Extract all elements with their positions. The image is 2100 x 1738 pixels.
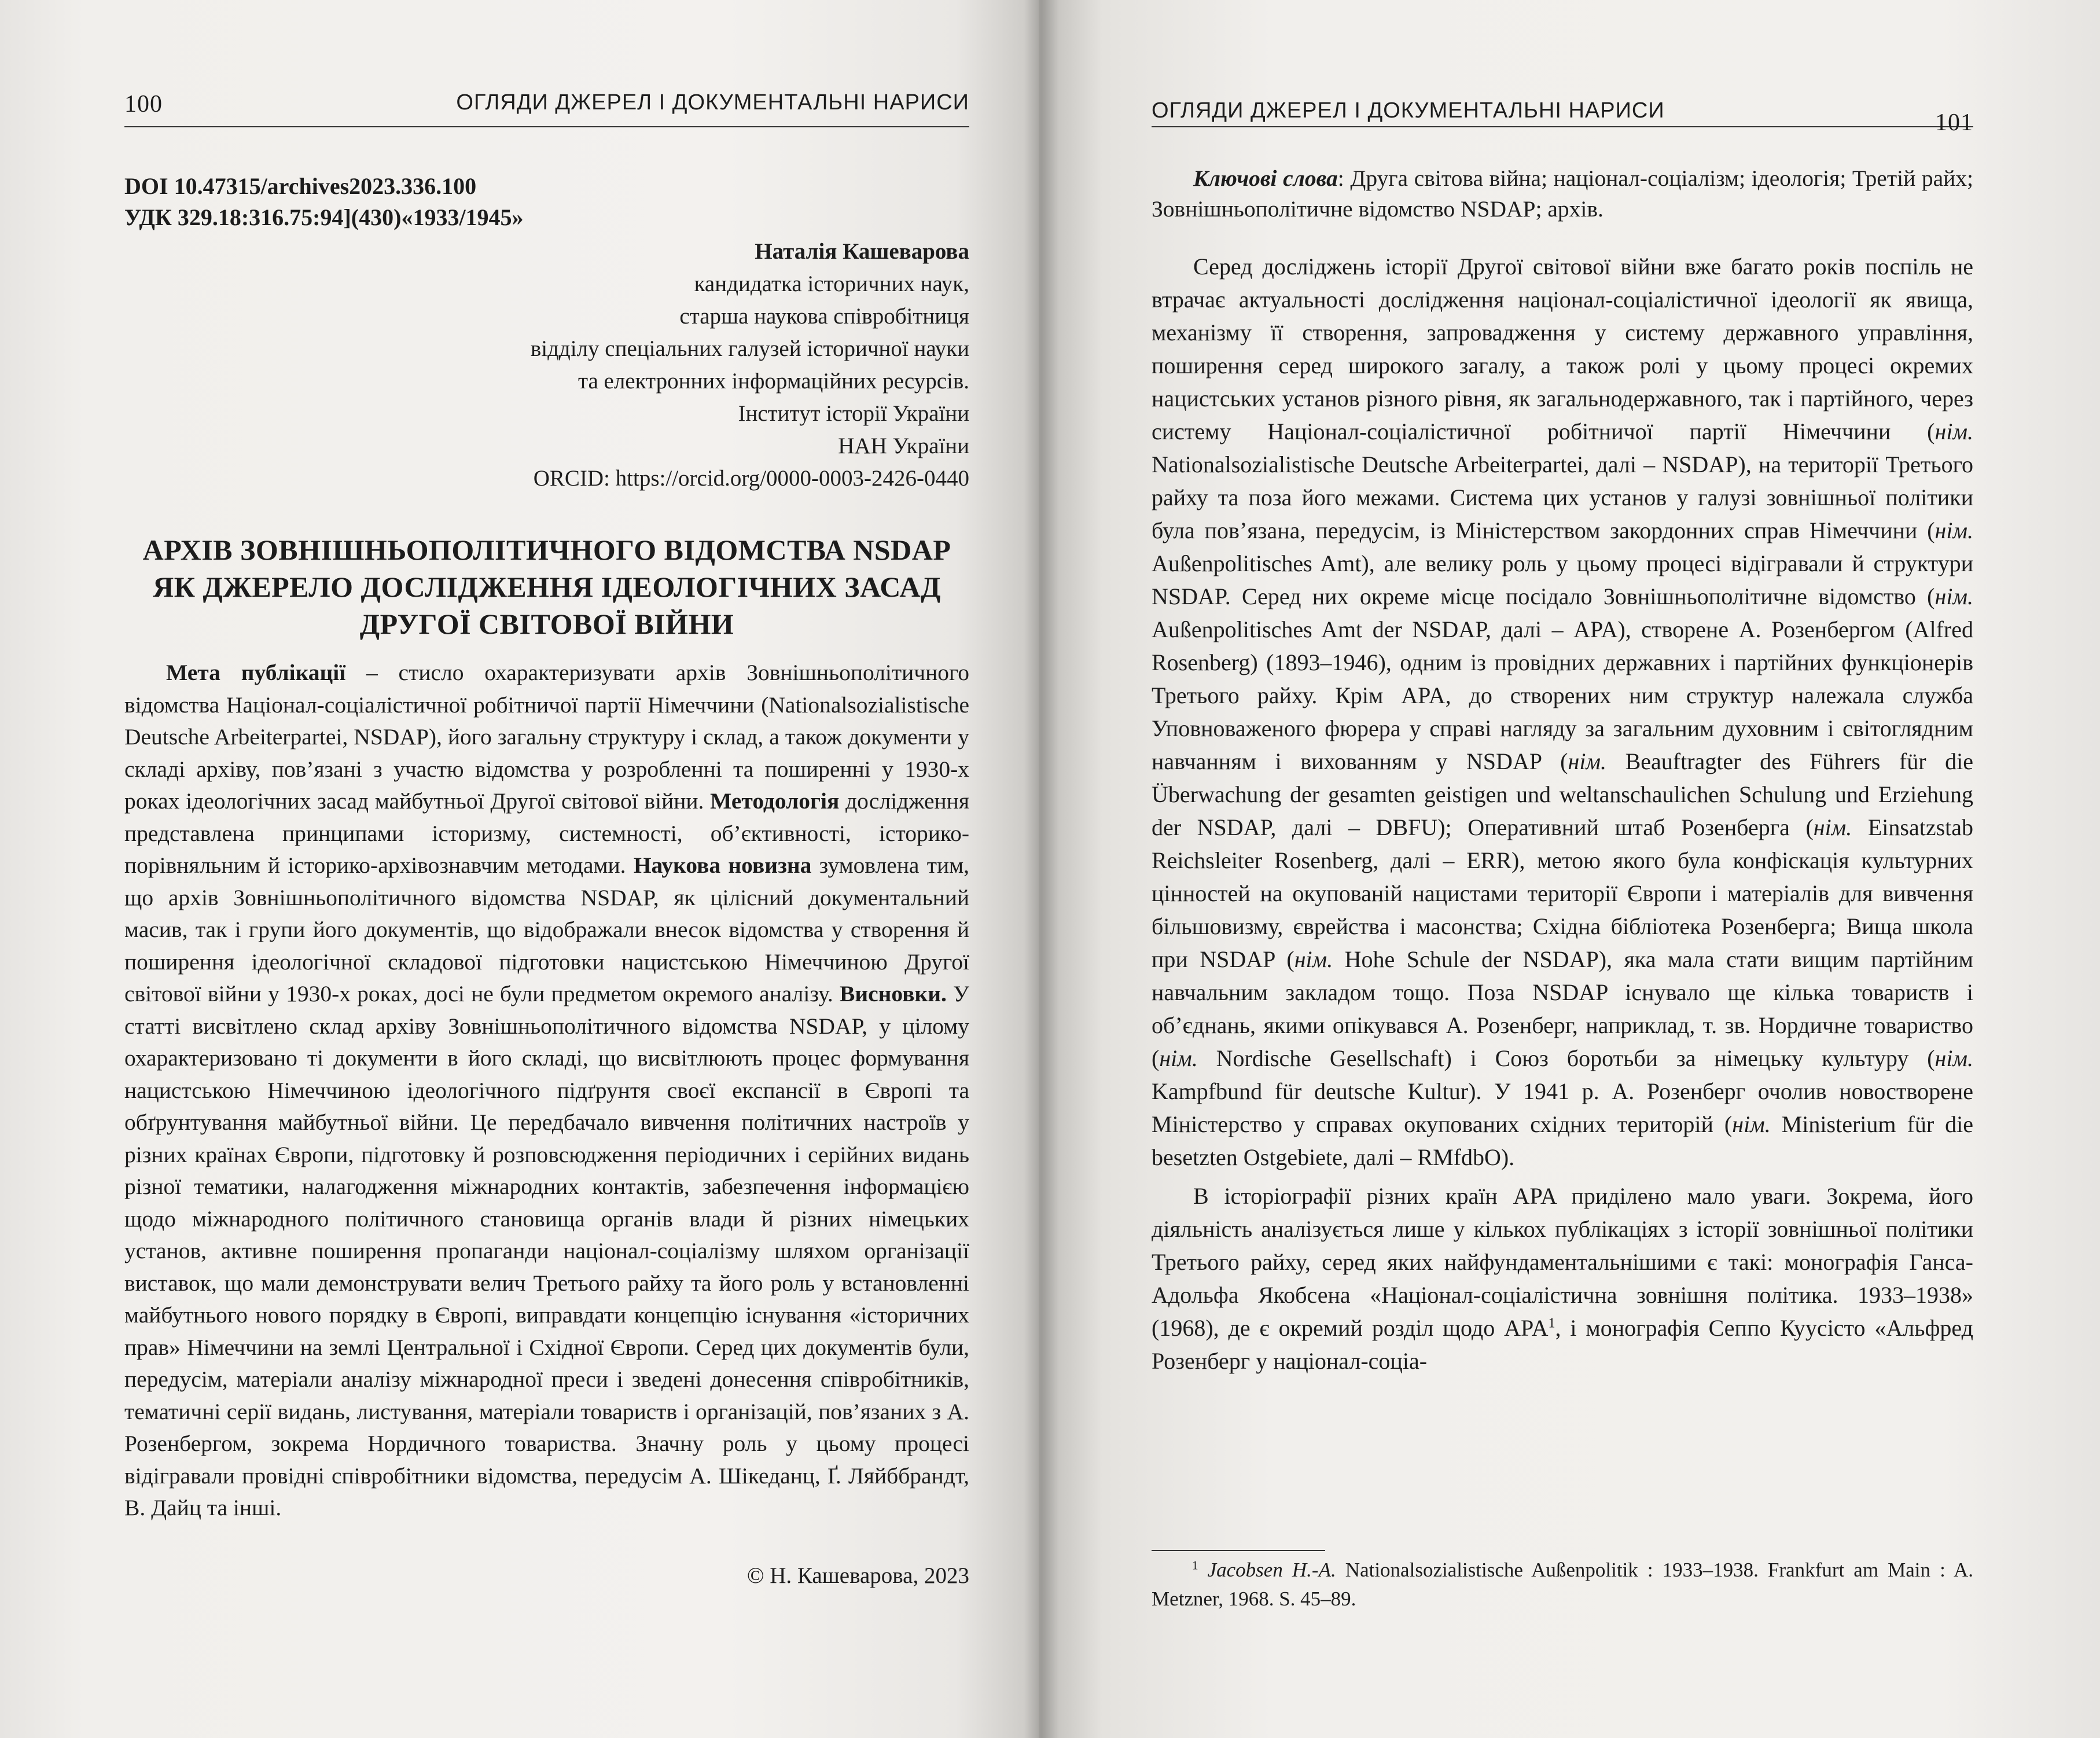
paragraph-text: Ministerium für die besetzten Ostgebiete, далі – RMfdbO). [1152,1111,1974,1170]
italic-term: нім. [1568,748,1606,774]
keywords-text: : Друга світова війна; націонал-соціалізм; ідеологія; Третій райх; Зовнішньополітичне відомство NSDAP; архів. [1152,166,1973,222]
purpose-label: Мета публікації [166,660,346,685]
title-line: ЯК ДЖЕРЕЛО ДОСЛІДЖЕННЯ ІДЕОЛОГІЧНИХ ЗАСАД [153,571,941,603]
method-label: Методологія [710,788,840,814]
footnote-divider [1152,1550,1325,1551]
abstract-paragraph [124,657,969,1524]
footnote-ref[interactable]: 1 [1548,1316,1555,1331]
doi: DOI 10.47315/archives2023.336.100 [124,173,477,199]
udc: УДК 329.18:316.75:94](430)«1933/1945» [124,204,524,230]
paragraph-text: Nationalsozialistische Deutsche Arbeiterpartei, далі – NSDAP), на території Третього райху та поза його межами. Система цих установ у галузі зовнішньої політики була пов’язана, передусім, із Міністерством закордонних справ Німеччини ( [1152,451,1973,543]
italic-term: нім. [1732,1111,1771,1137]
body-text [1152,250,1973,1377]
paragraph-text: Einsatzstab Reichsleiter Rosenberg, далі – ERR), метою якого була конфіскація культурних цінностей на окупованій нацистами території Європи і матеріалів для вивчення більшовизму, єврейства і масонства; Східна бібліотека Розенберга; Вища школа при NSDAP ( [1152,814,1974,972]
author-line: НАН України [838,433,969,458]
italic-term: нім. [1934,418,1973,444]
italic-term: нім. [1294,946,1333,972]
conclusions-label: Висновки. [839,981,947,1006]
author-orcid: ORCID: https://orcid.org/0000-0003-2426-0440 [533,466,969,491]
method-text: дослідження представлена принципами історизму, системності, об’єктивності, історико-порівняльним й історико-архівознавчим методами. [124,788,969,878]
paragraph-text: Außenpolitisches Amt der NSDAP, далі – APA), створене А. Розенбергом (Alfred Rosenberg) (1893–1946), одним із провідних державних і партійних функціонерів Третього райху. Крім APA, до створених ним структур належала служба Уповноваженого фюрера у справі нагляду за загальним духовним і світоглядним навчанням і вихованням у NSDAP ( [1152,616,1973,774]
author-line: старша наукова співробітниця [679,304,969,329]
footnote [1152,1556,1973,1614]
page-number: 101 [1935,109,1973,136]
left-page [0,0,1039,1738]
body-paragraph [1152,250,1973,1174]
author-name: Наталія Кашеварова [755,239,969,264]
keywords-label: Ключові слова [1193,166,1338,191]
keywords [1152,163,1973,225]
running-head [1152,86,1973,136]
footnote-number: 1 [1192,1558,1198,1572]
running-head [124,86,969,127]
author-line: Інститут історії України [738,401,969,426]
italic-term: нім. [1813,814,1852,840]
page-number: 100 [124,91,163,117]
abstract [124,657,969,1524]
author-line: та електронних інформаційних ресурсів. [578,369,969,394]
running-head-title: ОГЛЯДИ ДЖЕРЕЛ І ДОКУМЕНТАЛЬНІ НАРИСИ [456,90,969,115]
copyright: © Н. Кашеварова, 2023 [746,1563,969,1588]
author-line: кандидатка історичних наук, [694,271,969,296]
article-title [124,531,969,642]
paragraph-text: В історіографії різних країн APA приділено мало уваги. Зокрема, його діяльність аналізується лише у кількох публікаціях з історії зовнішньої політики Третього райху, серед яких найфундаментальнішими є такі: монографія Ганса-Адольфа Якобсена «Націонал-соціалістична зовнішня політика. 1933–1938» (1968), де є окремий розділ щодо APA [1152,1183,1973,1341]
novelty-text: зумовлена тим, що архів Зовнішньополітичного відомства NSDAP, як цілісний документальний масив, так і групи його документів, що відображали внесок відомства у створення й поширення ідеологічної складової підготовки нацистською Німеччиною Другої світової війни у 1930-х роках, досі не були предметом окремого аналізу. [124,853,969,1006]
italic-term: нім. [1934,583,1973,609]
italic-term: нім. [1934,1045,1973,1071]
keywords-paragraph [1152,163,1973,225]
italic-term: нім. [1934,517,1973,543]
right-page [1039,0,2100,1738]
italic-term: нім. [1159,1045,1198,1071]
paragraph-text: Nordische Gesellschaft) і Союз боротьби за німецьку культуру ( [1197,1045,1935,1071]
paragraph-text: Серед досліджень історії Другої світової війни вже багато років поспіль не втрачає актуальності дослідження націонал-соціалістичної ідеології як явища, механізму її створення, запровадження у систему державного управління, поширення серед широкого загалу, а також ролі у цьому процесі окремих нацистських установ різного рівня, як загальнодержавного, так і партійного, через систему Націонал-соціалістичної робітничої партії Німеччини ( [1152,253,1973,444]
title-line: АРХІВ ЗОВНІШНЬОПОЛІТИЧНОГО ВІДОМСТВА NSDAP [142,534,951,566]
article-meta [124,171,969,495]
paragraph-text: Beauftragter des Führers für die Überwachung der gesamten geistigen und weltanschaulichen Schulung und Erziehung der NSDAP, далі – DBFU); Оперативний штаб Розенберга ( [1152,748,1973,840]
paragraph-text: Kampfbund für deutsche Kultur). У 1941 р. А. Розенберг очолив новостворене Міністерство у справах окупованих східних територій ( [1152,1078,1973,1137]
author-block [124,236,969,495]
running-head-title: ОГЛЯДИ ДЖЕРЕЛ І ДОКУМЕНТАЛЬНІ НАРИСИ [1152,98,1665,123]
paragraph-text: Hohe Schule der NSDAP), яка мала стати вищим партійним навчальним закладом тощо. Поза NSDAP існувало ще кілька товариств і об’єднань, якими опікувався А. Розенберг, наприклад, т. зв. Нордичне товариство ( [1152,946,1973,1071]
novelty-label: Наукова новизна [633,853,812,878]
body-paragraph [1152,1180,1973,1377]
footnote-text: Nationalsozialistische Außenpolitik : 1933–1938. Frankfurt am Main : A. Metzner, 1968. S. 45–89. [1152,1559,1973,1610]
footnote-author: Jacobsen H.-A. [1207,1559,1336,1581]
title-line: ДРУГОЇ СВІТОВОЇ ВІЙНИ [359,608,734,640]
paragraph-text: Außenpolitisches Amt), але велику роль у цьому процесі відігравали й структури NSDAP. Серед них окреме місце посідало Зовнішньополітичне відомство ( [1152,550,1973,609]
paragraph-text: , і монографія Сеппо Куусісто «Альфред Розенберг у націонал-соціа- [1152,1315,1973,1374]
purpose-text: – стисло охарактеризувати архів Зовнішньополітичного відомства Націонал-соціалістичної робітничої партії Німеччини (Nationalsozialistische Deutsche Arbeiterpartei, NSDAP), його загальну структуру і склад, а також документи у складі архіву, пов’язані з участю відомства у розробленні та поширенні у 1930-х роках ідеологічних засад майбутньої Другої світової війни. [124,660,970,814]
conclusions-text: У статті висвітлено склад архіву Зовнішньополітичного відомства NSDAP, у цілому охарактеризовано ті документи в його складі, що висвітлюють процес формування нацистською Німеччиною ідеологічного підґрунтя своєї експансії в Європі та обґрунтування майбутньої війни. Це передбачало вивчення політичних настроїв у різних країнах Європи, підготовку й розповсюдження періодичних і серійних видань різної тематики, налагодження міжнародних контактів, забезпечення інформацією щодо міжнародного політичного становища органів влади й різних німецьких установ, активне поширення пропаганди націонал-соціалізму шляхом організації виставок, що мали демонструвати велич Третього райху та його роль у встановленні майбутнього нового порядку в Європі, виправдати концепцію існування «історичних прав» Німеччини на землі Центральної і Східної Європи. Серед цих документів були, передусім, матеріали аналізу міжнародної преси і зведені донесення співробітників, тематичні серії видань, листування, матеріали товариств і організацій, пов’язаних з А. Розенбергом, зокрема Нордичного товариства. Значну роль у цьому процесі відігравали провідні співробітники відомства, передусім А. Шікеданц, Ґ. Ляйббрандт, В. Дайц та інші. [124,981,970,1520]
book-gutter-shadow [1024,0,1059,1738]
author-line: відділу спеціальних галузей історичної науки [530,336,969,361]
